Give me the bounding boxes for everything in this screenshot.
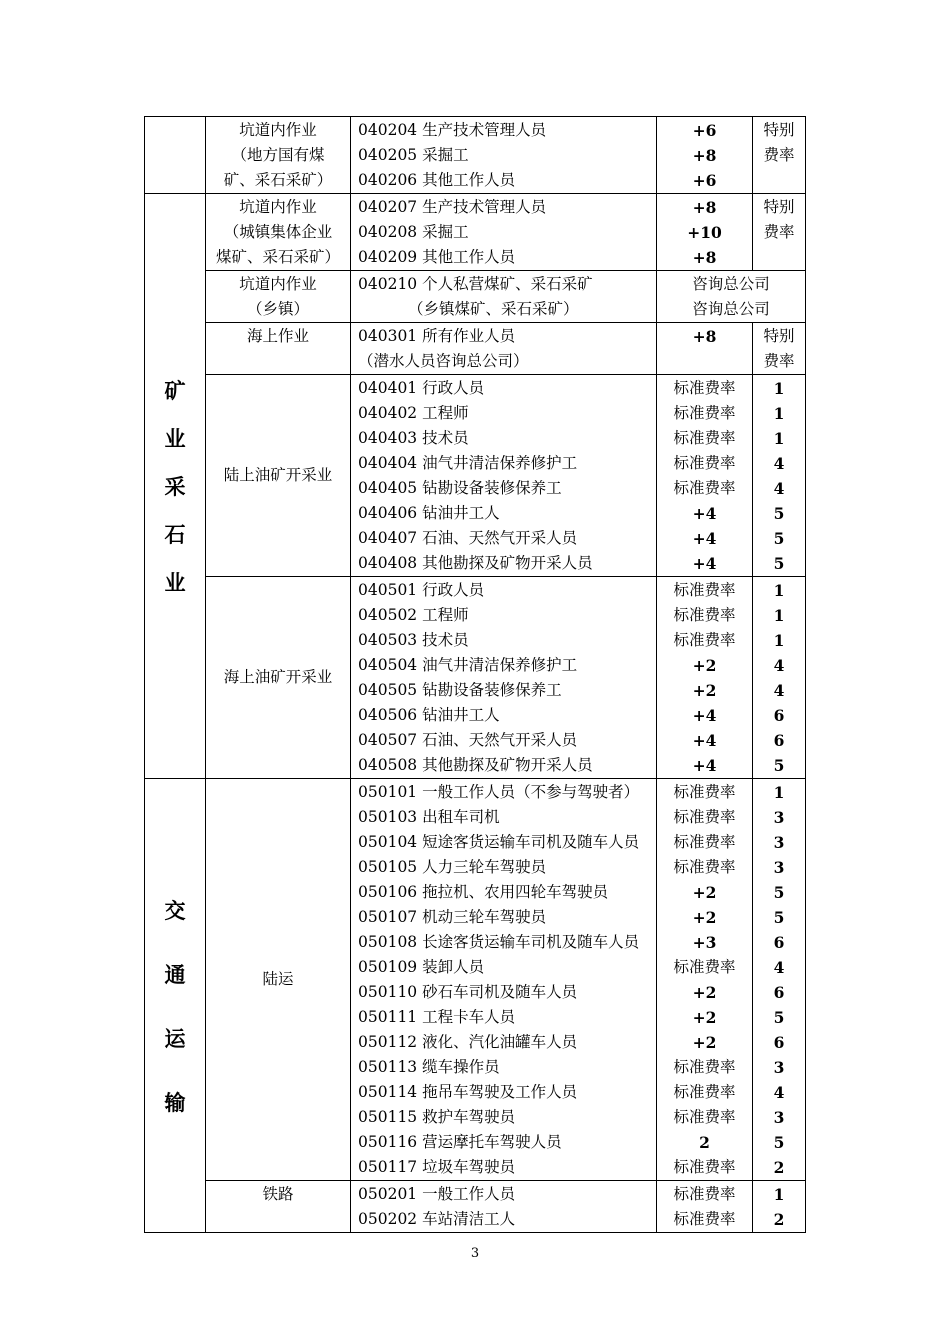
category-transport	[145, 779, 206, 1233]
table-row	[145, 1181, 806, 1233]
group-name-cell	[206, 1181, 351, 1233]
occupation-code: 050109	[358, 958, 418, 976]
class-value: 5	[773, 554, 785, 573]
class-value: 1	[773, 631, 785, 650]
occupation-code: 050104	[358, 833, 418, 851]
occupation-name: 技术员	[422, 429, 469, 447]
rate-value: 标准费率	[673, 1210, 736, 1228]
class-cell	[753, 117, 806, 194]
group-name-line: （乡镇）	[246, 300, 309, 318]
occupation-code: 050106	[358, 883, 418, 901]
occupation-cell	[351, 1181, 657, 1233]
rate-cell	[657, 779, 753, 1181]
occupation-code: 050113	[358, 1058, 418, 1076]
occupation-name: 行政人员	[422, 379, 485, 397]
class-value: 6	[773, 983, 785, 1002]
rate-value: +2	[692, 908, 717, 927]
occupation-cell	[351, 117, 657, 194]
occupation-code: 040404	[358, 454, 418, 472]
occupation-cell	[351, 375, 657, 577]
class-value: 3	[773, 833, 785, 852]
occupation-code: 040210	[358, 275, 418, 293]
occupation-name: 钻油井工人	[422, 706, 500, 724]
class-value: 1	[773, 783, 785, 802]
rate-value: 标准费率	[673, 1108, 736, 1126]
rate-value: 咨询总公司	[692, 300, 770, 318]
group-name-line: 坑道内作业	[239, 121, 317, 139]
table-row	[145, 323, 806, 375]
group-name-line: 矿、采石采矿）	[223, 171, 333, 189]
occupation-name: 工程师	[422, 404, 469, 422]
rate-value: +4	[692, 554, 717, 573]
class-value: 4	[773, 1083, 785, 1102]
table-row	[145, 271, 806, 323]
rate-value	[657, 349, 752, 374]
class-value: 4	[773, 656, 785, 675]
occupation-name: 人力三轮车驾驶员	[422, 858, 547, 876]
rate-cell	[657, 194, 753, 271]
occupation-code: 040408	[358, 554, 418, 572]
occupation-code: 040206	[358, 171, 418, 189]
class-value: 1	[773, 606, 785, 625]
class-cell	[753, 779, 806, 1181]
class-value: 1	[773, 429, 785, 448]
occupation-code: 040205	[358, 146, 418, 164]
occupation-name: 缆车操作员	[422, 1058, 500, 1076]
rate-value: 标准费率	[673, 1083, 736, 1101]
category-char: 石	[164, 522, 186, 547]
occupation-code: 040204	[358, 121, 418, 139]
occupation-name: 采掘工	[422, 146, 469, 164]
page-number: 3	[470, 1246, 480, 1261]
occupation-name: 油气井清洁保养修护工	[422, 656, 578, 674]
rate-value: +10	[687, 223, 722, 242]
group-name-cell	[206, 577, 351, 779]
occupation-code: 050202	[358, 1210, 418, 1228]
occupation-code: 040507	[358, 731, 418, 749]
occupation-name: 装卸人员	[422, 958, 485, 976]
rate-value: +4	[692, 731, 717, 750]
special-rate-label: 费率	[763, 223, 795, 241]
occupation-code: 040207	[358, 198, 418, 216]
rate-value: +4	[692, 706, 717, 725]
rate-value: +8	[692, 248, 717, 267]
occupation-code: 050111	[358, 1008, 418, 1026]
occupation-code: 050201	[358, 1185, 418, 1203]
special-rate-label: 费率	[763, 146, 795, 164]
occupation-code: 040501	[358, 581, 418, 599]
category-char: 输	[164, 1089, 186, 1115]
group-name-cell	[206, 323, 351, 375]
occupation-code: 050101	[358, 783, 418, 801]
rate-value: +2	[692, 1008, 717, 1027]
class-cell	[753, 375, 806, 577]
group-name-line: 陆运	[262, 970, 294, 988]
category-char: 业	[164, 570, 186, 595]
occupation-cell	[351, 577, 657, 779]
category-cell-empty	[145, 117, 206, 194]
rate-value: +2	[692, 681, 717, 700]
group-name-line: 陆上油矿开采业	[223, 466, 333, 484]
occupation-name: 其他工作人员	[422, 248, 516, 266]
occupation-name: 垃圾车驾驶员	[422, 1158, 516, 1176]
occupation-code: 040506	[358, 706, 418, 724]
occupation-code: 040504	[358, 656, 418, 674]
rate-value: 标准费率	[673, 1058, 736, 1076]
occupation-code: 050116	[358, 1133, 418, 1151]
occupation-cell	[351, 779, 657, 1181]
rate-value: 标准费率	[673, 958, 736, 976]
rate-value: 标准费率	[673, 1185, 736, 1203]
occupation-name: 拖拉机、农用四轮车驾驶员	[422, 883, 609, 901]
group-name-line: 海上油矿开采业	[223, 668, 333, 686]
occupation-code: 040503	[358, 631, 418, 649]
rate-value: 标准费率	[673, 479, 736, 497]
occupation-name: 营运摩托车驾驶人员	[422, 1133, 562, 1151]
occupation-name: 其他勘探及矿物开采人员	[422, 756, 593, 774]
rate-value: 标准费率	[673, 808, 736, 826]
occupation-name: 车站清洁工人	[422, 1210, 516, 1228]
occupation-code: 050103	[358, 808, 418, 826]
rate-value: +2	[692, 1033, 717, 1052]
rate-value: 标准费率	[673, 631, 736, 649]
occupation-name: 石油、天然气开采人员	[422, 731, 578, 749]
group-name-line: 铁路	[262, 1185, 294, 1203]
occupation-name: 所有作业人员	[422, 327, 516, 345]
class-value: 2	[773, 1158, 785, 1177]
class-value: 5	[773, 529, 785, 548]
class-value: 5	[773, 908, 785, 927]
class-value: 6	[773, 706, 785, 725]
occupation-code: 040403	[358, 429, 418, 447]
category-char: 矿	[164, 378, 186, 403]
rate-cell	[657, 375, 753, 577]
occupation-name: 钻勘设备装修保养工	[422, 681, 562, 699]
rate-value: +2	[692, 983, 717, 1002]
group-name-line: 海上作业	[246, 327, 309, 345]
rate-value: +2	[692, 656, 717, 675]
occupation-cell	[351, 271, 657, 323]
occupation-code: 050110	[358, 983, 418, 1001]
occupation-name: 出租车司机	[422, 808, 500, 826]
occupation-code: 040209	[358, 248, 418, 266]
class-value: 6	[773, 731, 785, 750]
class-value: 3	[773, 858, 785, 877]
group-name-cell	[206, 117, 351, 194]
occupation-name: 油气井清洁保养修护工	[422, 454, 578, 472]
class-value: 2	[773, 1210, 785, 1229]
table-row	[145, 577, 806, 779]
occupation-code: 040405	[358, 479, 418, 497]
rate-cell	[657, 117, 753, 194]
table-row	[145, 117, 806, 194]
occupation-class-table	[144, 116, 806, 1233]
rate-value: 标准费率	[673, 1158, 736, 1176]
rate-cell	[657, 577, 753, 779]
class-value: 4	[773, 454, 785, 473]
class-value: 6	[773, 933, 785, 952]
occupation-code: 050117	[358, 1158, 418, 1176]
class-value: 1	[773, 1185, 785, 1204]
class-value: 5	[773, 1133, 785, 1152]
occupation-cell	[351, 323, 657, 375]
rate-value: 标准费率	[673, 833, 736, 851]
occupation-code: 050114	[358, 1083, 418, 1101]
rate-value: 标准费率	[673, 581, 736, 599]
class-cell	[753, 577, 806, 779]
class-value: 3	[773, 1108, 785, 1127]
class-value: 4	[773, 958, 785, 977]
rate-value: +6	[692, 121, 717, 140]
special-rate-label: 特别	[763, 198, 795, 216]
rate-value: 标准费率	[673, 783, 736, 801]
group-name-cell	[206, 375, 351, 577]
rate-value: +8	[692, 146, 717, 165]
rate-value: 标准费率	[673, 858, 736, 876]
class-value: 4	[773, 479, 785, 498]
table-row	[145, 194, 806, 271]
rate-value: +4	[692, 529, 717, 548]
occupation-code: 040407	[358, 529, 418, 547]
occupation-name: 工程师	[422, 606, 469, 624]
special-rate-label: 特别	[763, 121, 795, 139]
occupation-code: 040301	[358, 327, 418, 345]
rate-value: +2	[692, 883, 717, 902]
class-value: 3	[773, 808, 785, 827]
group-name-line: （城镇集体企业	[223, 223, 333, 241]
occupation-cell	[351, 194, 657, 271]
occupation-name: 长途客货运输车司机及随车人员	[422, 933, 640, 951]
rate-value: +8	[692, 327, 717, 346]
occupation-name: 其他勘探及矿物开采人员	[422, 554, 593, 572]
class-cell	[753, 323, 806, 375]
occupation-name: 一般工作人员	[422, 1185, 516, 1203]
occupation-name: 行政人员	[422, 581, 485, 599]
category-mining	[145, 194, 206, 779]
occupation-name: 救护车驾驶员	[422, 1108, 516, 1126]
rate-value: 标准费率	[673, 606, 736, 624]
rate-cell	[657, 1181, 753, 1233]
occupation-name: 其他工作人员	[422, 171, 516, 189]
occupation-name: 机动三轮车驾驶员	[422, 908, 547, 926]
occupation-name: 采掘工	[422, 223, 469, 241]
occupation-code: 050108	[358, 933, 418, 951]
class-value: 5	[773, 1008, 785, 1027]
occupation-code: 050115	[358, 1108, 418, 1126]
group-name-cell	[206, 779, 351, 1181]
occupation-code: 040208	[358, 223, 418, 241]
occupation-name: 砂石车司机及随车人员	[422, 983, 578, 1001]
class-value: 1	[773, 379, 785, 398]
class-value: 4	[773, 681, 785, 700]
group-name-line: （地方国有煤	[231, 146, 325, 164]
special-rate-label: 费率	[763, 352, 795, 370]
occupation-name: 钻勘设备装修保养工	[422, 479, 562, 497]
category-char: 采	[164, 474, 186, 499]
class-value: 3	[773, 1058, 785, 1077]
table-row	[145, 779, 806, 1181]
occupation-code: 040402	[358, 404, 418, 422]
category-char: 交	[164, 897, 186, 923]
occupation-code: 040508	[358, 756, 418, 774]
occupation-name: 钻油井工人	[422, 504, 500, 522]
occupation-name: （乡镇煤矿、采石采矿）	[408, 300, 579, 318]
rate-value: +8	[692, 198, 717, 217]
rate-value: 2	[699, 1133, 710, 1152]
table-row	[145, 375, 806, 577]
rate-value: 标准费率	[673, 404, 736, 422]
class-value: 5	[773, 504, 785, 523]
class-value: 1	[773, 404, 785, 423]
rate-value: +6	[692, 171, 717, 190]
class-cell	[753, 194, 806, 271]
occupation-name: 生产技术管理人员	[422, 121, 547, 139]
group-name-cell	[206, 271, 351, 323]
occupation-code: 040406	[358, 504, 418, 522]
occupation-code: 040502	[358, 606, 418, 624]
occupation-code: 050112	[358, 1033, 418, 1051]
occupation-code: 040401	[358, 379, 418, 397]
class-value: 5	[773, 883, 785, 902]
rate-cell	[657, 271, 806, 323]
occupation-name: 工程卡车人员	[422, 1008, 516, 1026]
occupation-name: 短途客货运输车司机及随车人员	[422, 833, 640, 851]
occupation-name: 液化、汽化油罐车人员	[422, 1033, 578, 1051]
rate-cell	[657, 323, 753, 375]
rate-value: 咨询总公司	[692, 275, 770, 293]
group-name-cell	[206, 194, 351, 271]
group-name-line: 坑道内作业	[239, 198, 317, 216]
occupation-code: 050107	[358, 908, 418, 926]
group-name-line: 煤矿、采石采矿）	[215, 248, 340, 266]
occupation-code: 040505	[358, 681, 418, 699]
occupation-name: （潜水人员咨询总公司）	[358, 352, 529, 370]
class-cell	[753, 1181, 806, 1233]
occupation-name: 个人私营煤矿、采石采矿	[422, 275, 593, 293]
class-value: 5	[773, 756, 785, 775]
occupation-name: 石油、天然气开采人员	[422, 529, 578, 547]
occupation-code: 050105	[358, 858, 418, 876]
rate-value: +4	[692, 756, 717, 775]
category-char: 运	[164, 1025, 186, 1051]
rate-value: +3	[692, 933, 717, 952]
occupation-name: 一般工作人员（不参与驾驶者）	[422, 783, 640, 801]
category-char: 业	[164, 426, 186, 451]
special-rate-label: 特别	[763, 327, 795, 345]
rate-value: +4	[692, 504, 717, 523]
occupation-name: 技术员	[422, 631, 469, 649]
class-value: 6	[773, 1033, 785, 1052]
occupation-name: 生产技术管理人员	[422, 198, 547, 216]
group-name-line: 坑道内作业	[239, 275, 317, 293]
rate-value: 标准费率	[673, 379, 736, 397]
category-char: 通	[164, 961, 186, 987]
rate-value: 标准费率	[673, 454, 736, 472]
rate-value: 标准费率	[673, 429, 736, 447]
occupation-name: 拖吊车驾驶及工作人员	[422, 1083, 578, 1101]
class-value: 1	[773, 581, 785, 600]
